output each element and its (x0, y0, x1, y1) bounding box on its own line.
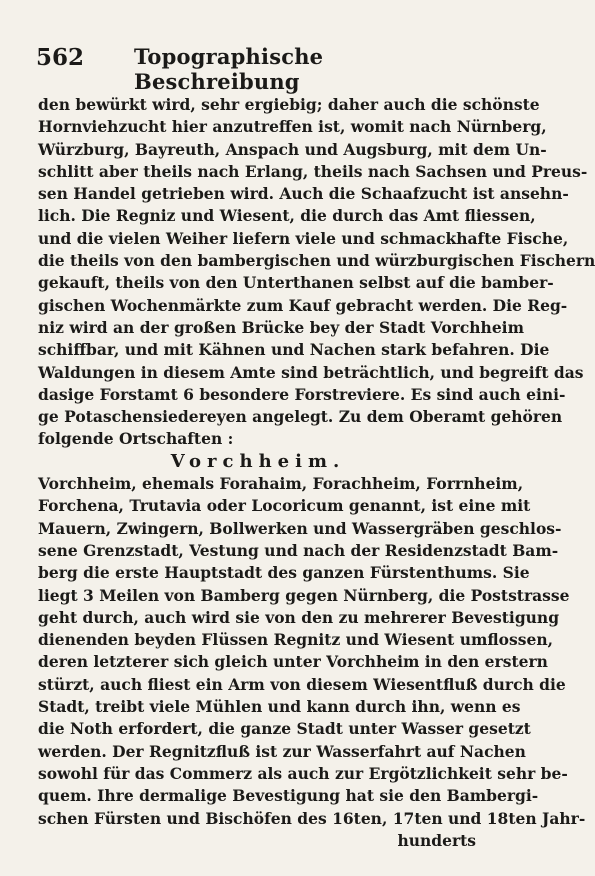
text-line: niz wird an der großen Brücke bey der Stadt Vorchheim (38, 317, 524, 337)
text-line: werden. Der Regnitzfluß ist zur Wasserfahrt auf Nachen (38, 741, 526, 761)
text-line: dasige Forstamt 6 besondere Forstreviere. Es sind auch eini- (38, 384, 566, 404)
text-line: liegt 3 Meilen von Bamberg gegen Nürnberg, die Poststrasse (38, 585, 570, 605)
text-line: Waldungen in diesem Amte sind beträchtlich, und begreift das (38, 362, 584, 382)
text-line: Mauern, Zwingern, Bollwerken und Wassergräben geschlos- (38, 518, 562, 538)
text-line: Stadt, treibt viele Mühlen und kann durch ihn, wenn es (38, 697, 521, 717)
text-line: schlitt aber theils nach Erlang, theils nach Sachsen und Preus- (38, 161, 588, 181)
page-header (36, 44, 476, 94)
text-line: sene Grenzstadt, Vestung und nach der Residenzstadt Bam- (38, 540, 559, 560)
text-line: gekauft, theils von den Unterthanen selbst auf die bamber- (38, 273, 554, 293)
text-line: schen Fürsten und Bischöfen des 16ten, 17ten und 18ten Jahr- (38, 808, 586, 828)
text-line: ge Potaschensiedereyen angelegt. Zu dem Oberamt gehören (38, 407, 563, 427)
text-line: geht durch, auch wird sie von den zu mehrerer Bevestigung (38, 607, 560, 627)
text-line: berg die erste Hauptstadt des ganzen Fürstenthums. Sie (38, 563, 530, 583)
text-line: Forchena, Trutavia oder Locoricum genannt, ist eine mit (38, 496, 531, 516)
text-line: sowohl für das Commerz als auch zur Ergötzlichkeit sehr be- (38, 763, 568, 783)
text-line: den bewürkt wird, sehr ergiebig; daher auch die schönste (38, 95, 540, 114)
text-line: Vorchheim, ehemals Forahaim, Forachheim, Forrnheim, (38, 474, 524, 494)
page-number: 562 (36, 44, 85, 71)
text-line: die theils von den bambergischen und würzburgischen Fischern (38, 251, 595, 271)
running-head: Topographische Beschreibung (134, 44, 324, 94)
text-line: die Noth erfordert, die ganze Stadt unter Wasser gesetzt (38, 719, 531, 739)
text-line: Würzburg, Bayreuth, Anspach und Augsburg, mit dem Un- (38, 139, 547, 159)
section-heading: Vorchheim. (170, 450, 346, 472)
text-line: deren letzterer sich gleich unter Vorchheim in den erstern (38, 652, 548, 672)
text-line: quem. Ihre dermalige Bevestigung hat sie den Bambergi- (38, 786, 539, 806)
text-line: Hornviehzucht hier anzutreffen ist, womit nach Nürnberg, (38, 117, 547, 137)
text-line: gischen Wochenmärkte zum Kauf gebracht werden. Die Reg- (38, 295, 568, 315)
catchword: hunderts (397, 830, 476, 850)
text-line: folgende Ortschaften : (38, 429, 234, 449)
text-line: stürzt, auch fliest ein Arm von diesem Wiesentfluß durch die (38, 674, 566, 694)
text-line: und die vielen Weiher liefern viele und schmackhafte Fische, (38, 228, 569, 248)
body-text (38, 94, 595, 852)
text-line: schiffbar, und mit Kähnen und Nachen stark befahren. Die (38, 340, 550, 360)
text-line: sen Handel getrieben wird. Auch die Schaafzucht ist ansehn- (38, 184, 569, 204)
text-line: dienenden beyden Flüssen Regnitz und Wiesent umflossen, (38, 630, 553, 650)
text-line: lich. Die Regniz und Wiesent, die durch das Amt fliessen, (38, 206, 536, 226)
